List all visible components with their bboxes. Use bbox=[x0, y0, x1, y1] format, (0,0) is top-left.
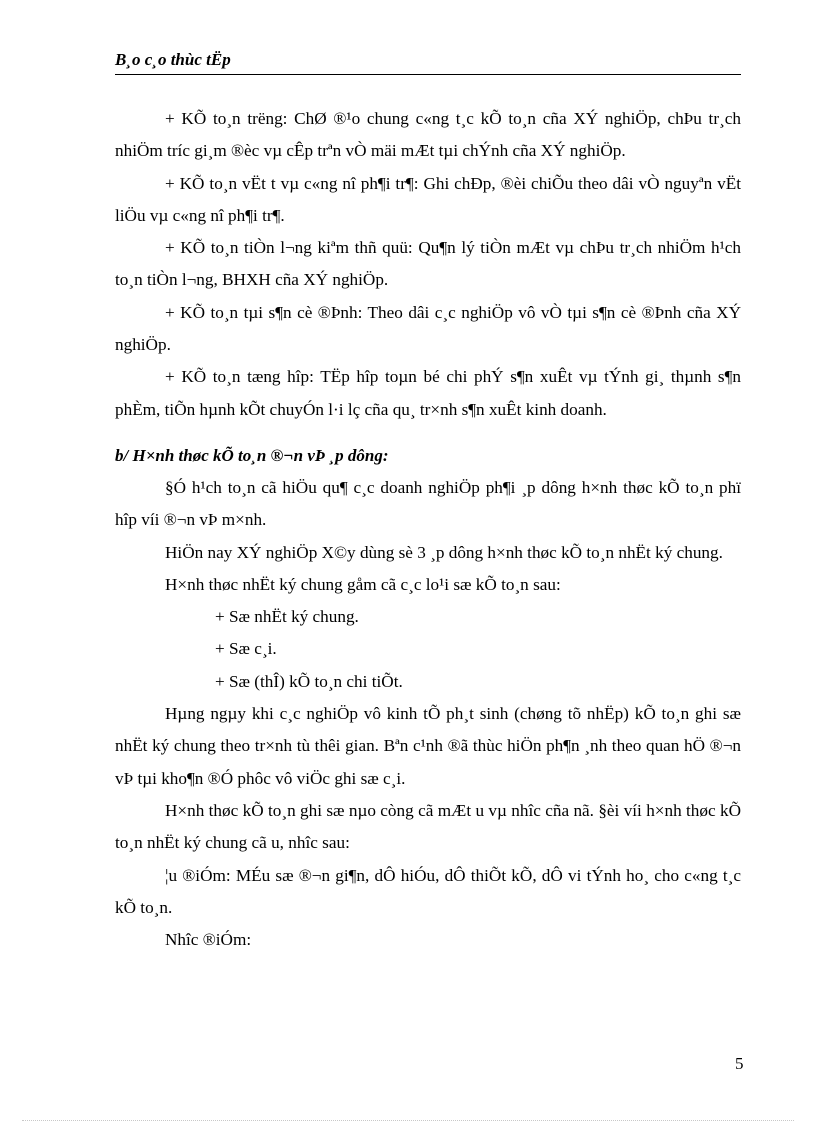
paragraph-book-types: H×nh thøc nhËt ký chung gåm cã c¸c lo¹i sæ kÕ to¸n sau: bbox=[165, 574, 561, 594]
header-divider bbox=[115, 74, 741, 75]
paragraph-advantages: ¦u ®iÓm: MÉu sæ ®¬n gi¶n, dÔ hiÓu, dÔ thiÕt kÕ, dÔ vi tÝnh ho¸ cho c«ng t¸c kÕ to¸n. bbox=[115, 865, 741, 917]
document-body bbox=[115, 103, 741, 956]
paragraph-payroll-accountant: + KÕ to¸n tiÒn l¬ng kiªm thñ quü: Qu¶n lý tiÒn mÆt vµ chÞu tr¸ch nhiÖm h¹ch to¸n tiÒn l¬ng, BHXH cña XÝ nghiÖp. bbox=[115, 238, 741, 290]
list-item: + Sæ (thÎ) kÕ to¸n chi tiÕt. bbox=[215, 671, 403, 691]
list-item: + Sæ c¸i. bbox=[215, 639, 277, 659]
paragraph-current-form: HiÖn nay XÝ nghiÖp X©y dùng sè 3 ¸p dông h×nh thøc kÕ to¸n nhËt ký chung. bbox=[165, 542, 723, 562]
page-bottom-border bbox=[22, 1120, 794, 1121]
page-number: 5 bbox=[735, 1054, 744, 1073]
paragraph-pros-cons: H×nh thøc kÕ to¸n ghi sæ nµo còng cã mÆt u vµ nhîc cña nã. §èi víi h×nh thøc kÕ to¸n nhËt ký chung cã u, nhîc sau: bbox=[115, 800, 741, 853]
paragraph-chief-accountant: + KÕ to¸n trëng: ChØ ®¹o chung c«ng t¸c kÕ to¸n cña XÝ nghiÖp, chÞu tr¸ch nhiÖm tríc gi¸m ®èc vµ cÊp trªn vÒ mäi mÆt tµi chÝnh cña XÝ nghiÖp. bbox=[115, 109, 741, 161]
paragraph-general-accountant: + KÕ to¸n tæng hîp: TËp hîp toµn bé chi phÝ s¶n xuÊt vµ tÝnh gi¸ thµnh s¶n phÈm, tiÕn hµnh kÕt chuyÓn l·i lç cña qu¸ tr×nh s¶n xuÊt kinh doanh. bbox=[115, 367, 741, 419]
paragraph-daily-recording: Hµng ngµy khi c¸c nghiÖp vô kinh tÕ ph¸t sinh (chøng tõ nhËp) kÕ to¸n ghi sæ nhËt ký chung theo tr×nh tù thêi gian. Bªn c¹nh ®ã thùc hiÖn ph¶n ¸nh theo quan hÖ ®¬n vÞ tµi kho¶n ®Ó phôc vô viÖc ghi sæ c¸i. bbox=[115, 704, 741, 788]
paragraph-intro: §Ó h¹ch to¸n cã hiÖu qu¶ c¸c doanh nghiÖp ph¶i ¸p dông h×nh thøc kÕ to¸n phï hîp víi ®¬n vÞ m×nh. bbox=[115, 477, 741, 530]
paragraph-fixed-asset-accountant: + KÕ to¸n tµi s¶n cè ®Þnh: Theo dâi c¸c nghiÖp vô vÒ tµi s¶n cè ®Þnh cña XÝ nghiÖp. bbox=[115, 302, 741, 355]
paragraph-disadvantages: Nhîc ®iÓm: bbox=[165, 930, 252, 950]
page-header-title: B¸o c¸o thùc tËp bbox=[115, 50, 231, 69]
list-item: + Sæ nhËt ký chung. bbox=[215, 607, 359, 627]
paragraph-materials-accountant: + KÕ to¸n vËt t vµ c«ng nî ph¶i tr¶: Ghi chÐp, ®èi chiÕu theo dâi vÒ nguyªn vËt liÖu vµ c«ng nî ph¶i tr¶. bbox=[115, 173, 741, 225]
section-heading: b/ H×nh thøc kÕ to¸n ®¬n vÞ ¸p dông: bbox=[115, 445, 389, 465]
